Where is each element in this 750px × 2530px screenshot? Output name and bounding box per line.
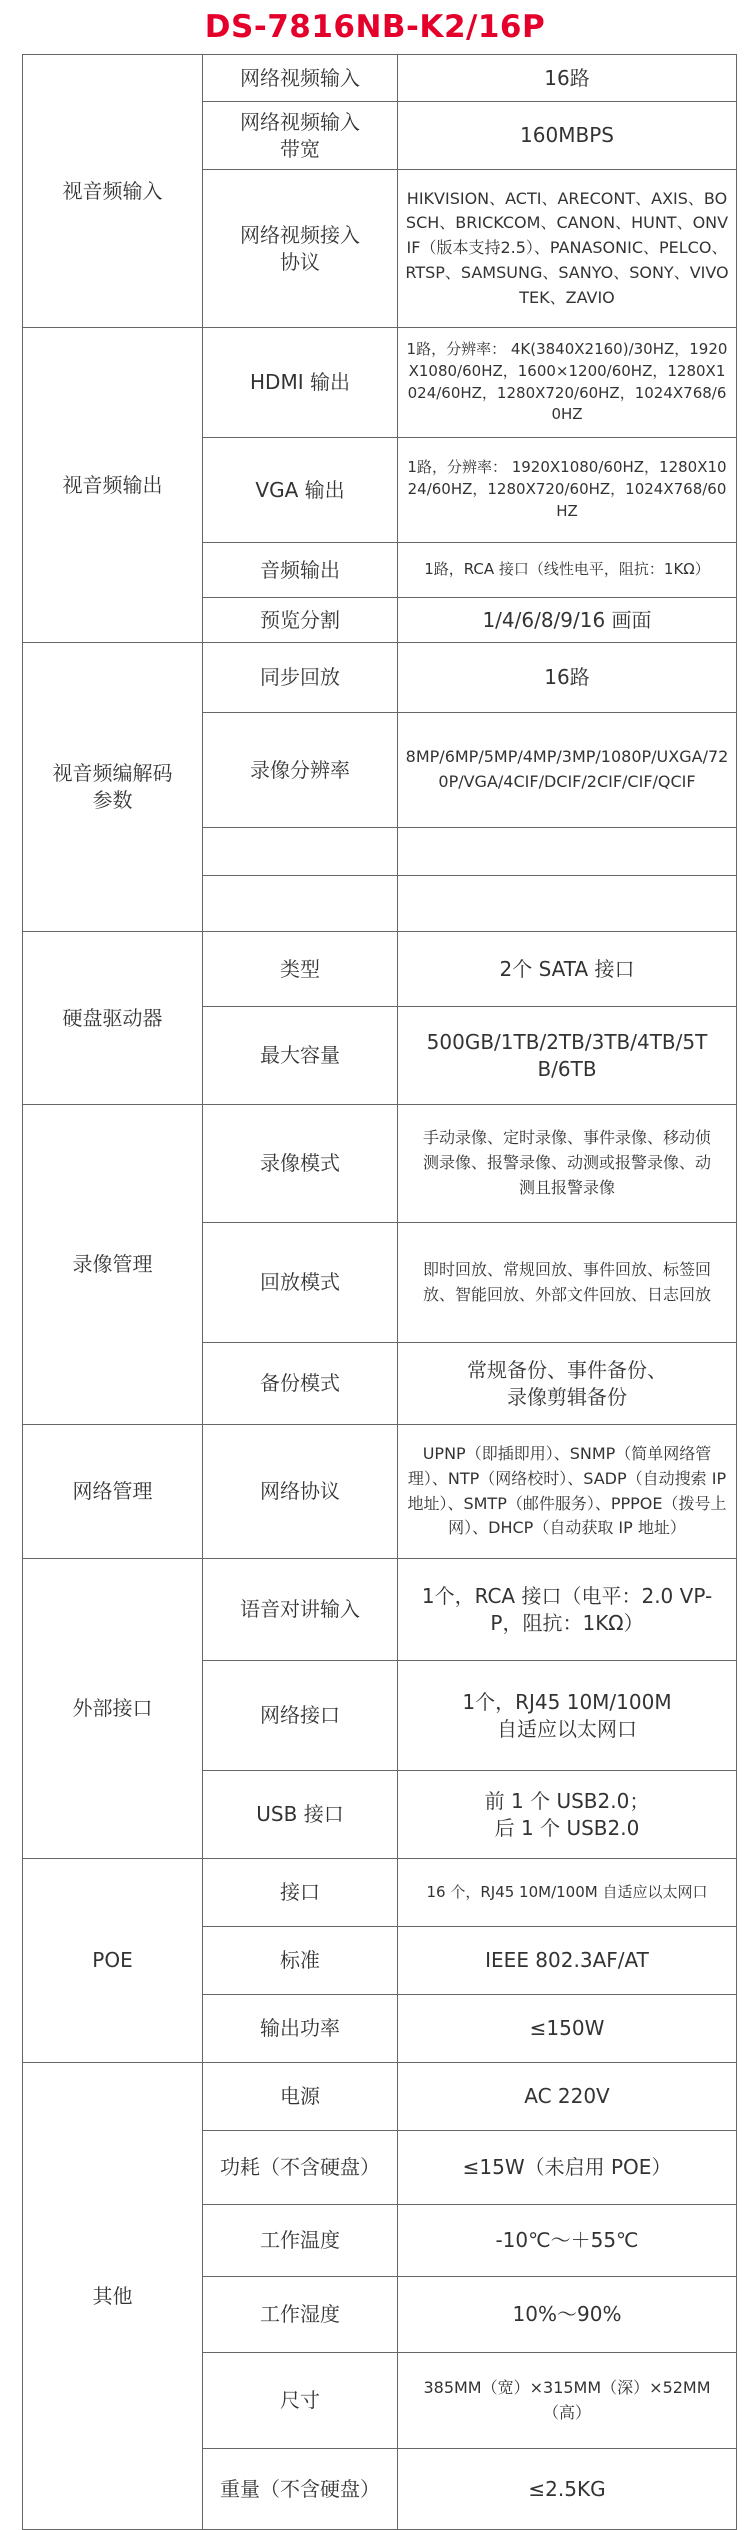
group-record: 录像管理 <box>23 1105 203 1425</box>
table-row <box>23 1859 737 1927</box>
row-value: 1个，RJ45 10M/100M 自适应以太网口 <box>398 1661 737 1771</box>
row-label: 尺寸 <box>203 2353 398 2449</box>
row-label <box>203 828 398 876</box>
row-label: 同步回放 <box>203 643 398 713</box>
row-label: 语音对讲输入 <box>203 1559 398 1661</box>
row-label: 网络视频输入 带宽 <box>203 102 398 170</box>
row-value: 1/4/6/8/9/16 画面 <box>398 598 737 643</box>
row-value: ≤15W（未启用 POE） <box>398 2131 737 2205</box>
table-row <box>23 1559 737 1661</box>
row-label: 类型 <box>203 932 398 1007</box>
row-label: 录像分辨率 <box>203 713 398 828</box>
row-value: 385MM（宽）×315MM（深）×52MM（高） <box>398 2353 737 2449</box>
group-codec: 视音频编解码 参数 <box>23 643 203 932</box>
page-title: DS-7816NB-K2/16P <box>204 9 546 45</box>
table-row <box>23 2063 737 2131</box>
row-label: 功耗（不含硬盘） <box>203 2131 398 2205</box>
row-value: 16 个，RJ45 10M/100M 自适应以太网口 <box>398 1859 737 1927</box>
row-value: 500GB/1TB/2TB/3TB/4TB/5TB/6TB <box>398 1007 737 1105</box>
row-value: -10℃～＋55℃ <box>398 2205 737 2277</box>
row-label: 标准 <box>203 1927 398 1995</box>
row-value <box>398 876 737 932</box>
row-label: 回放模式 <box>203 1223 398 1343</box>
row-value: UPNP（即插即用）、SNMP（简单网络管理）、NTP（网络校时）、SADP（自动搜索 IP 地址）、SMTP（邮件服务）、PPPOE（拨号上网）、DHCP（自动获取 IP 地址） <box>398 1425 737 1559</box>
row-label: 网络协议 <box>203 1425 398 1559</box>
row-label: 最大容量 <box>203 1007 398 1105</box>
group-av-output: 视音频输出 <box>23 328 203 643</box>
row-value: 16路 <box>398 643 737 713</box>
group-network: 网络管理 <box>23 1425 203 1559</box>
row-label: 接口 <box>203 1859 398 1927</box>
group-poe: POE <box>23 1859 203 2063</box>
group-hdd: 硬盘驱动器 <box>23 932 203 1105</box>
row-value <box>398 828 737 876</box>
row-value: 2个 SATA 接口 <box>398 932 737 1007</box>
spec-table <box>22 54 737 2530</box>
group-av-input: 视音频输入 <box>23 55 203 328</box>
row-value: 1路，分辨率： 1920X1080/60HZ，1280X1024/60HZ，1280X720/60HZ，1024X768/60HZ <box>398 438 737 543</box>
table-row <box>23 643 737 713</box>
row-value: IEEE 802.3AF/AT <box>398 1927 737 1995</box>
row-label: HDMI 输出 <box>203 328 398 438</box>
row-label: 网络接口 <box>203 1661 398 1771</box>
row-value: 1个，RCA 接口（电平：2.0 VP-P，阻抗：1KΩ） <box>398 1559 737 1661</box>
table-row <box>23 932 737 1007</box>
row-label: 预览分割 <box>203 598 398 643</box>
row-value: HIKVISION、ACTI、ARECONT、AXIS、BOSCH、BRICKCOM、CANON、HUNT、ONVIF（版本支持2.5）、PANASONIC、PELCO、RTSP、SAMSUNG、SANYO、SONY、VIVOTEK、ZAVIO <box>398 170 737 328</box>
row-label: VGA 输出 <box>203 438 398 543</box>
row-label: 网络视频输入 <box>203 55 398 102</box>
row-value: 手动录像、定时录像、事件录像、移动侦测录像、报警录像、动测或报警录像、动测且报警录像 <box>398 1105 737 1223</box>
row-value: 160MBPS <box>398 102 737 170</box>
row-value: 8MP/6MP/5MP/4MP/3MP/1080P/UXGA/720P/VGA/4CIF/DCIF/2CIF/CIF/QCIF <box>398 713 737 828</box>
row-label: 输出功率 <box>203 1995 398 2063</box>
row-value: 即时回放、常规回放、事件回放、标签回放、智能回放、外部文件回放、日志回放 <box>398 1223 737 1343</box>
row-label: 网络视频接入 协议 <box>203 170 398 328</box>
table-row <box>23 328 737 438</box>
row-label: 工作湿度 <box>203 2277 398 2353</box>
row-label: 备份模式 <box>203 1343 398 1425</box>
group-ports: 外部接口 <box>23 1559 203 1859</box>
group-other: 其他 <box>23 2063 203 2530</box>
row-value: 前 1 个 USB2.0； 后 1 个 USB2.0 <box>398 1771 737 1859</box>
row-value: 1路，分辨率： 4K(3840X2160)/30HZ，1920X1080/60HZ，1600×1200/60HZ，1280X1024/60HZ，1280X720/60HZ，1024X768/60HZ <box>398 328 737 438</box>
row-value: 10%～90% <box>398 2277 737 2353</box>
row-value: 1路，RCA 接口（线性电平，阻抗：1KΩ） <box>398 543 737 598</box>
row-value: ≤150W <box>398 1995 737 2063</box>
row-label: USB 接口 <box>203 1771 398 1859</box>
row-label: 重量（不含硬盘） <box>203 2449 398 2530</box>
table-row <box>23 1425 737 1559</box>
row-label: 音频输出 <box>203 543 398 598</box>
row-value: AC 220V <box>398 2063 737 2131</box>
table-row <box>23 55 737 102</box>
table-row <box>23 1105 737 1223</box>
row-label: 录像模式 <box>203 1105 398 1223</box>
row-value: 常规备份、事件备份、 录像剪辑备份 <box>398 1343 737 1425</box>
row-label <box>203 876 398 932</box>
row-label: 电源 <box>203 2063 398 2131</box>
row-label: 工作温度 <box>203 2205 398 2277</box>
row-value: ≤2.5KG <box>398 2449 737 2530</box>
row-value: 16路 <box>398 55 737 102</box>
